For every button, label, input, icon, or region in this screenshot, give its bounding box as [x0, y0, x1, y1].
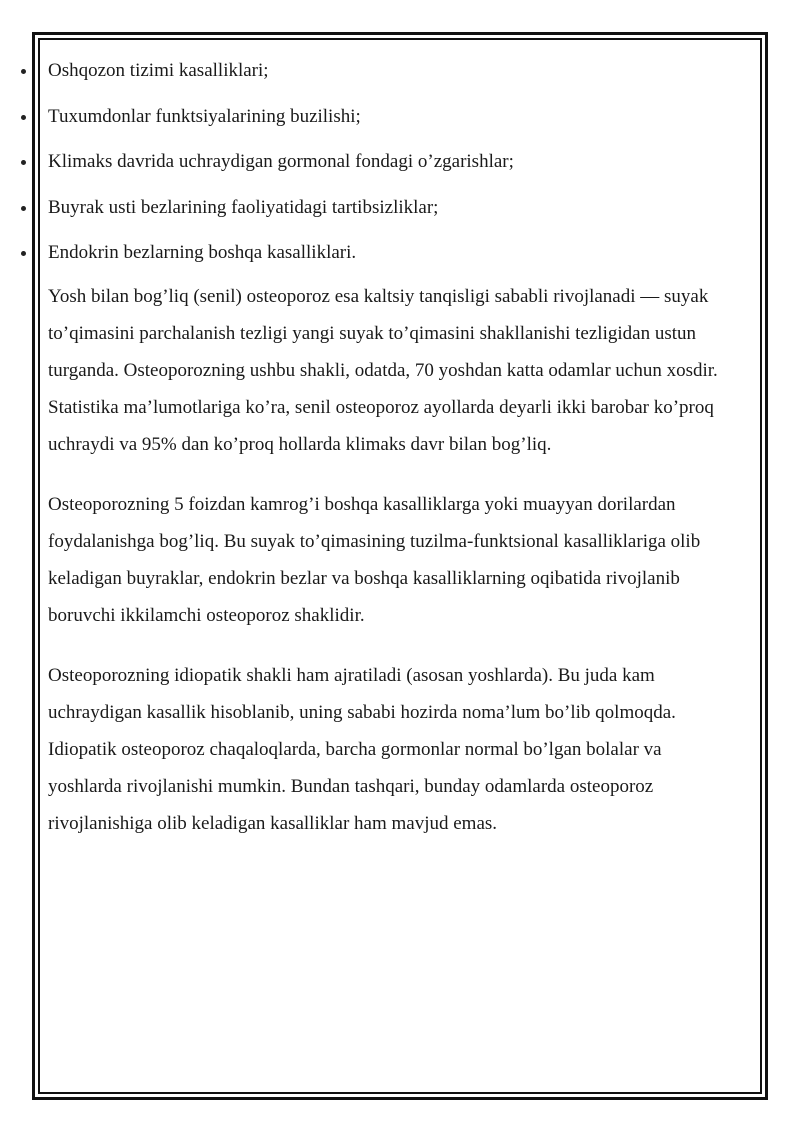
list-item-text: Endokrin bezlarning boshqa kasalliklari.: [48, 242, 357, 263]
paragraph-idiopathic-osteoporosis: Osteoporozning idiopatik shakli ham ajratiladi (asosan yoshlarda). Bu juda kam uchraydigan kasallik hisoblanib, uning sababi hozirda noma’lum bo’lib qolmoqda. Idiopatik osteoporoz chaqaloqlarda, barcha gormonlar normal bo’lgan bolalar va yoshlarda rivojlanishi mumkin. Bundan tashqari, bunday odamlarda osteoporoz rivojlanishiga olib keladigan kasalliklar ham mavjud emas.: [48, 665, 676, 834]
list-item: [0, 144, 760, 190]
paragraph-senile-osteoporosis: Yosh bilan bog’liq (senil) osteoporoz esa kaltsiy tanqisligi sababli rivojlanadi — suyak to’qimasini parchalanish tezligi yangi suyak to’qimasini shakllanishi tezligidan ustun turganda. Osteoporozning ushbu shakli, odatda, 70 yoshdan katta odamlar uchun xosdir. Statistika ma’lumotlariga ko’ra, senil osteoporoz ayollarda deyarli ikki barobar ko’proq uchraydi va 95% dan ko’proq hollarda klimaks davr bilan bog’liq.: [48, 286, 718, 455]
list-item: [0, 190, 760, 236]
body-text: [48, 278, 738, 865]
list-item: [0, 235, 760, 281]
list-item: [0, 53, 760, 99]
list-item-text: Buyrak usti bezlarining faoliyatidagi tartibsizliklar;: [48, 196, 439, 218]
list-item-text: Oshqozon tizimi kasalliklari;: [48, 60, 269, 81]
bullet-icon: [21, 251, 26, 256]
list-item-text: Klimaks davrida uchraydigan gormonal fondagi o’zgarishlar;: [48, 151, 514, 172]
bullet-icon: [21, 115, 26, 120]
list-item: [0, 99, 760, 145]
paragraph-secondary-osteoporosis: Osteoporozning 5 foizdan kamrog’i boshqa kasalliklarga yoki muayyan dorilardan foydalanishga bog’liq. Bu suyak to’qimasining tuzilma-funktsional kasalliklariga olib keladigan buyraklar, endokrin bezlar va boshqa kasalliklarning oqibatida rivojlanib boruvchi ikkilamchi osteoporoz shaklidir.: [48, 494, 701, 626]
bullet-icon: [21, 69, 26, 74]
bullet-icon: [21, 160, 26, 165]
list-item-text: Tuxumdonlar funktsiyalarining buzilishi;: [48, 105, 361, 127]
bullet-icon: [21, 206, 26, 211]
bullet-list: [0, 53, 760, 281]
